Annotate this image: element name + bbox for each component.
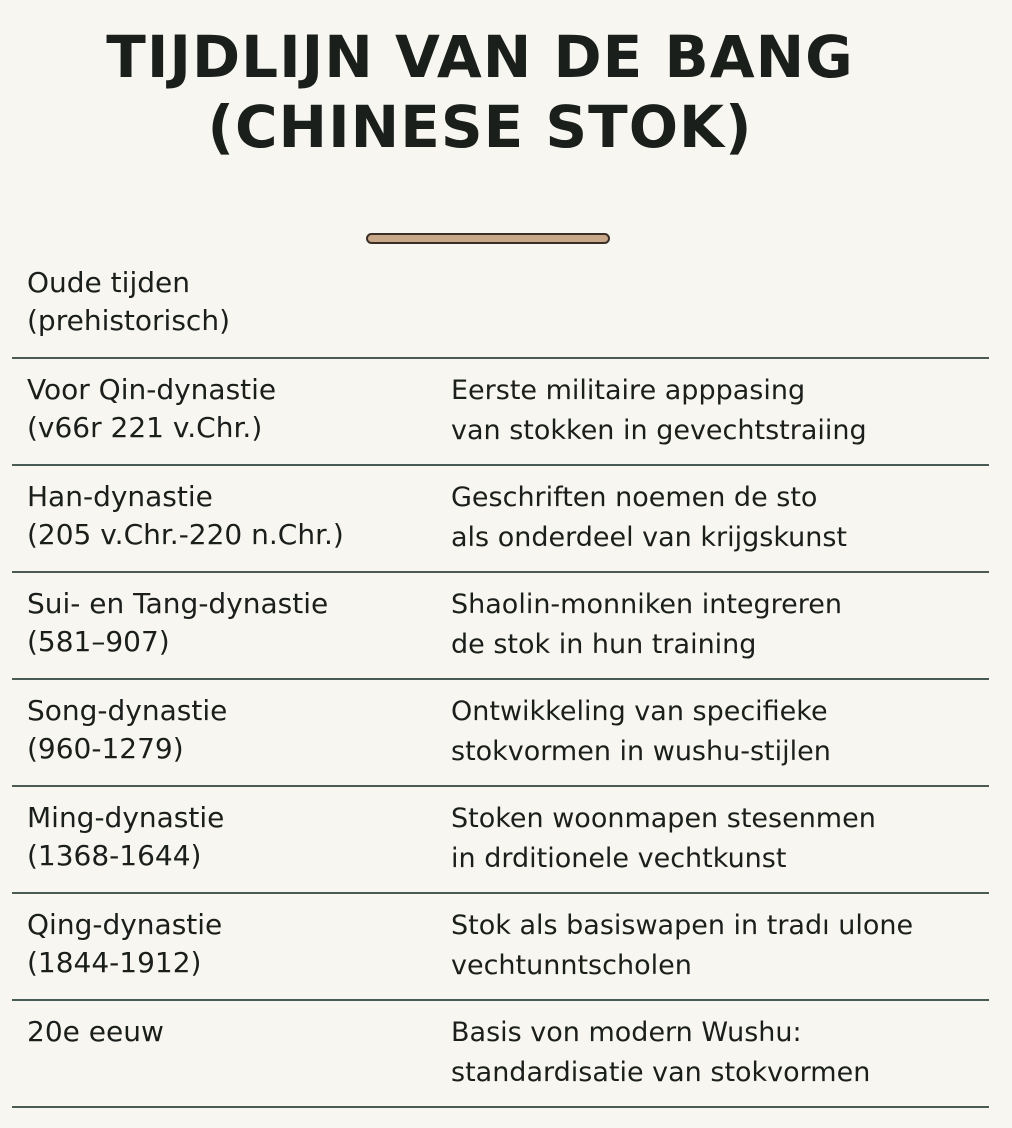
period-cell xyxy=(12,1013,451,1106)
event-text: Stok als basiswapen in tradı ulone xyxy=(451,910,914,941)
event-text: van stokken in gevechtstraiing xyxy=(451,415,867,446)
period-name: Qing-dynastie xyxy=(27,908,223,941)
period-name: Ming-dynastie xyxy=(27,801,225,834)
period-dates: (960-1279) xyxy=(27,732,184,765)
stick-illustration xyxy=(366,233,610,244)
period-cell xyxy=(12,906,451,999)
timeline-row xyxy=(12,573,989,680)
event-text: de stok in hun training xyxy=(451,629,757,660)
period-dates: (1844-1912) xyxy=(27,946,202,979)
page-title xyxy=(0,22,960,162)
period-dates: (v66r 221 v.Chr.) xyxy=(27,411,263,444)
period-dates: (581–907) xyxy=(27,625,170,658)
event-cell xyxy=(451,799,989,892)
timeline-row xyxy=(12,680,989,787)
period-name: 20e eeuw xyxy=(27,1015,164,1048)
period-cell xyxy=(12,264,451,357)
period-cell xyxy=(12,692,451,785)
event-cell xyxy=(451,1013,989,1106)
timeline-table xyxy=(12,252,989,1108)
timeline-row xyxy=(12,252,989,359)
event-text: vechtunntscholen xyxy=(451,950,692,981)
event-text: Stoken woonmapen stesenmen xyxy=(451,803,876,834)
event-cell xyxy=(451,692,989,785)
period-name: Oude tijden xyxy=(27,266,190,299)
period-cell xyxy=(12,478,451,571)
timeline-row xyxy=(12,787,989,894)
period-cell xyxy=(12,799,451,892)
event-text: Geschriften noemen de sto xyxy=(451,482,818,513)
event-text: Shaolin-monniken integreren xyxy=(451,589,842,620)
period-name: Han-dynastie xyxy=(27,480,213,513)
event-text: als onderdeel van krijgskunst xyxy=(451,522,847,553)
event-cell xyxy=(451,585,989,678)
event-cell xyxy=(451,906,989,999)
period-cell xyxy=(12,371,451,464)
event-text: Basis von modern Wushu: xyxy=(451,1017,802,1048)
period-cell xyxy=(12,585,451,678)
event-text: stokvormen in wushu-stijlen xyxy=(451,736,831,767)
event-text: Eerste militaire apppasing xyxy=(451,375,806,406)
period-name: Voor Qin-dynastie xyxy=(27,373,277,406)
period-dates: (205 v.Chr.-220 n.Chr.) xyxy=(27,518,344,551)
timeline-row xyxy=(12,466,989,573)
title-line-1: TIJDLIJN VAN DE BANG xyxy=(106,23,854,91)
period-name: Song-dynastie xyxy=(27,694,228,727)
period-dates: (prehistorisch) xyxy=(27,304,230,337)
title-line-2: (CHINESE STOK) xyxy=(207,93,753,161)
period-name: Sui- en Tang-dynastie xyxy=(27,587,329,620)
period-dates: (1368-1644) xyxy=(27,839,202,872)
event-text: in drditionele vechtkunst xyxy=(451,843,787,874)
event-text: Ontwikkeling van specifieke xyxy=(451,696,828,727)
event-text: standardisatie van stokvormen xyxy=(451,1057,871,1088)
timeline-row xyxy=(12,894,989,1001)
event-cell xyxy=(451,371,989,464)
timeline-row xyxy=(12,1001,989,1108)
event-cell xyxy=(451,264,989,357)
event-cell xyxy=(451,478,989,571)
timeline-row xyxy=(12,359,989,466)
